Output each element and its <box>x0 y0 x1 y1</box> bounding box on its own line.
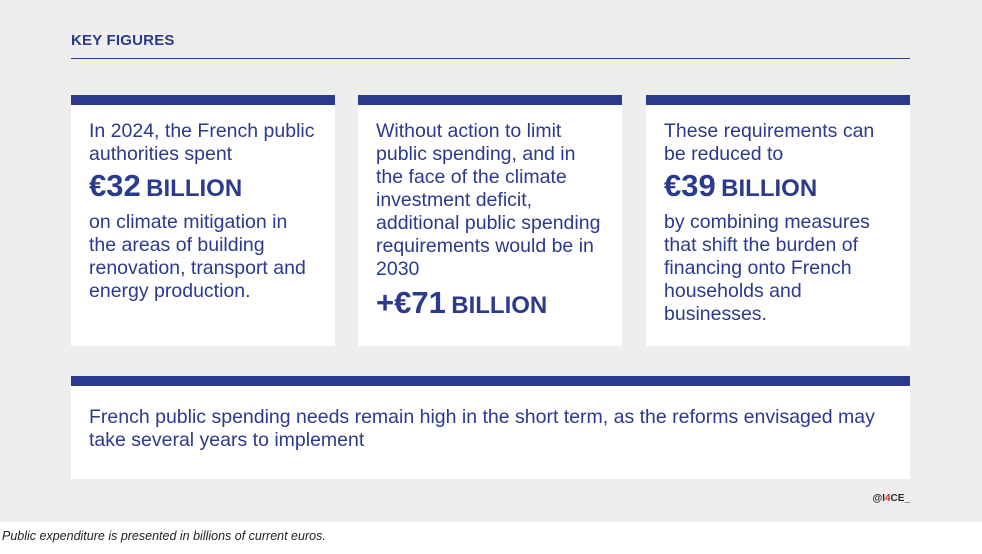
card-1-text-before: In 2024, the French public authorities spent <box>89 120 315 165</box>
summary-text: French public spending needs remain high in the short term, as the reforms envisaged may take several years to implement <box>89 406 875 451</box>
logo-prefix: @I <box>872 493 885 504</box>
key-figure-card-3 <box>646 95 910 346</box>
card-3-figure-amount: €39 <box>664 168 716 203</box>
i4ce-logo <box>872 493 910 504</box>
card-1-figure-unit: BILLION <box>146 175 243 202</box>
card-2-figure-unit: BILLION <box>451 292 548 319</box>
card-2-text-before: Without action to limit public spending, and in the face of the climate investment deficit, additional public spending requirements would be in 2030 <box>376 120 601 280</box>
card-1-figure-amount: €32 <box>89 168 141 203</box>
card-2-figure-amount: +€71 <box>376 285 446 320</box>
summary-card <box>71 376 910 479</box>
section-title: KEY FIGURES <box>71 32 175 49</box>
title-divider <box>71 58 910 59</box>
footnote: Public expenditure is presented in billions of current euros. <box>2 529 326 543</box>
card-3-text-after: by combining measures that shift the burden of financing onto French households and businesses. <box>664 211 870 325</box>
card-2-figure <box>376 287 604 323</box>
card-3-figure-unit: BILLION <box>721 175 818 202</box>
card-1-figure <box>89 170 317 206</box>
logo-accent: 4 <box>884 493 891 504</box>
key-figure-card-2 <box>358 95 622 346</box>
card-1-text-after: on climate mitigation in the areas of building renovation, transport and energy production. <box>89 211 306 302</box>
key-figure-card-1 <box>71 95 335 346</box>
card-3-text-before: These requirements can be reduced to <box>664 120 875 165</box>
logo-suffix: CE_ <box>890 493 910 504</box>
card-3-figure <box>664 170 892 206</box>
